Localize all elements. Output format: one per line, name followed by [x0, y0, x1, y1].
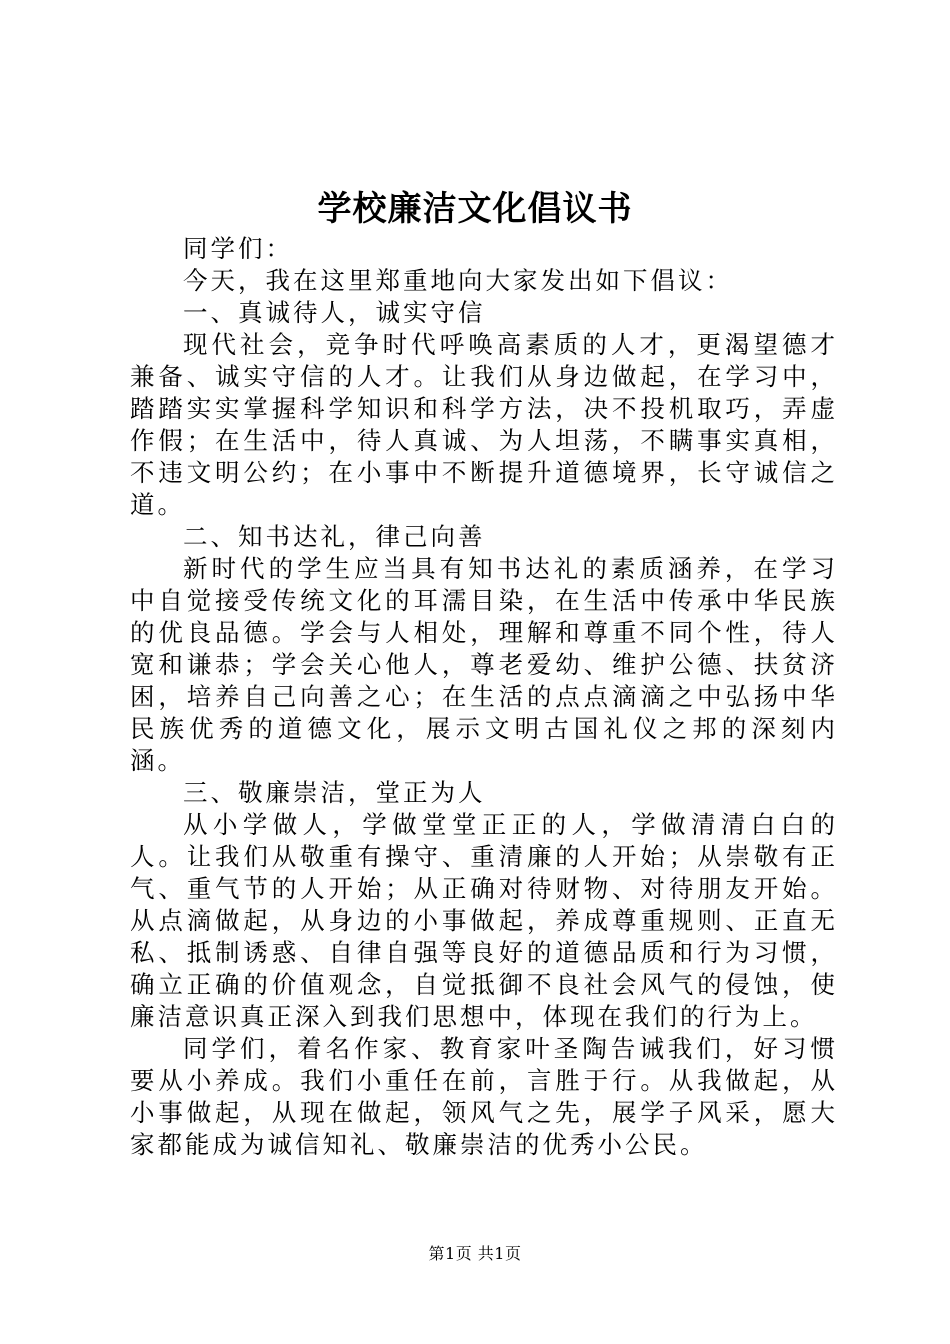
paragraph-section-2: 新时代的学生应当具有知书达礼的素质涵养，在学习中自觉接受传统文化的耳濡目染，在生活中传承中华民族的优良品德。学会与人相处，理解和尊重不同个性，待人宽和谦恭；学会关心他人，尊老爱幼、维护公德、扶贫济困，培养自己向善之心；在生活的点点滴滴之中弘扬中华民族优秀的道德文化，展示文明古国礼仪之邦的深刻内涵。: [130, 554, 838, 775]
section-heading-2: 二、知书达礼，律己向善: [183, 522, 486, 551]
section-heading-1: 一、真诚待人，诚实守信: [183, 298, 486, 327]
paragraph-section-3: 从小学做人，学做堂堂正正的人，学做清清白白的人。让我们从敬重有操守、重清廉的人开始；从崇敬有正气、重气节的人开始；从正确对待财物、对待朋友开始。从点滴做起，从身边的小事做起，养成尊重规则、正直无私、抵制诱惑、自律自强等良好的道德品质和行为习惯，确立正确的价值观念，自觉抵御不良社会风气的侵蚀，使廉洁意识真正深入到我们思想中，体现在我们的行为上。: [130, 810, 838, 1031]
document-body: [130, 233, 838, 1161]
paragraph-section-1: 现代社会，竞争时代呼唤高素质的人才，更渴望德才兼备、诚实守信的人才。让我们从身边做起，在学习中，踏踏实实掌握科学知识和科学方法，决不投机取巧，弄虚作假；在生活中，待人真诚、为人坦荡，不瞒事实真相，不违文明公约；在小事中不断提升道德境界，长守诚信之道。: [130, 330, 838, 519]
paragraph-closing: 同学们，着名作家、教育家叶圣陶告诫我们，好习惯要从小养成。我们小重任在前，言胜于行。从我做起，从小事做起，从现在做起，领风气之先，展学子风采，愿大家都能成为诚信知礼、敬廉崇洁的优秀小公民。: [130, 1034, 838, 1159]
paragraph-intro: 今天，我在这里郑重地向大家发出如下倡议：: [183, 266, 733, 295]
document-title: 学校廉洁文化倡议书: [317, 189, 633, 229]
paragraph-salutation: 同学们：: [183, 234, 293, 263]
page-footer: 第1页 共1页: [428, 1244, 522, 1263]
section-heading-3: 三、敬廉崇洁，堂正为人: [183, 778, 486, 807]
